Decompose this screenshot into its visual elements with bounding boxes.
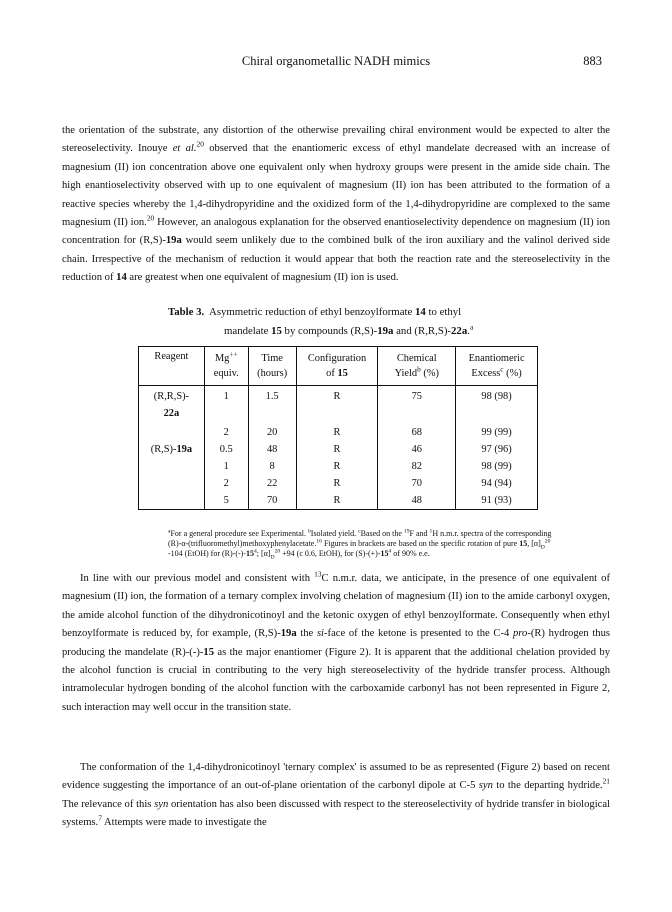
col-header-configuration: Configuration of 15 [296,347,378,386]
table-header-row [139,347,538,386]
table-row [139,458,538,475]
table-row [139,441,538,458]
config-cell: R [296,475,378,492]
mg-cell: 5 [204,492,248,510]
config-cell: R [296,441,378,458]
mg-cell: 1 [204,386,248,425]
ee-cell: 97 (96) [456,441,538,458]
running-title: Chiral organometallic NADH mimics [241,54,431,68]
ee-cell: 99 (99) [456,424,538,441]
yield-cell: 70 [378,475,456,492]
reagent-cell [139,492,205,510]
running-header [0,54,672,70]
yield-cell: 48 [378,492,456,510]
paragraph-3: The conformation of the 1,4-dihydronicotinoyl 'ternary complex' is assumed to be as represented (Figure 2) based on recent evidence suggesting the importance of an out-of-plane orientation of the carbonyl dipole at C-5 syn to the departing hydride.$^{21}$ The relevance of this syn orientation has also been discussed with respect to the stereoselectivity of hydride transfer in biological systems.$^7$ Attempts were made to investigate the [62,762,610,829]
ee-cell: 98 (99) [456,458,538,475]
reagent-cell [139,424,205,441]
ee-cell: 94 (94) [456,475,538,492]
yield-cell: 82 [378,458,456,475]
table-row [139,386,538,425]
ee-cell: 98 (98) [456,386,538,425]
table-footnote: $^a$For a general procedure see Experimental. $^b$Isolated yield. $^c$Based on the $^{19}$F and $^1$H n.m.r. spectra of the corresponding (R)-α-(trifluoromethyl)methoxyphenylacetate.$^{16}$ Figures in brackets are based on the specific rotation of pure 15, $[\alpha]_D^{20}$ -104 (EtOH) for $(R)-(-)-15^4$; $[\alpha]_D^{20} +94$ (c 0.6, EtOH), for $(S)-(+)-15^4$ of 90% e.e. [168,528,552,561]
config-cell: R [296,424,378,441]
ee-cell: 91 (93) [456,492,538,510]
col-header-time: Time (hours) [248,347,296,386]
table-row [139,492,538,510]
results-table [138,346,538,510]
paragraph-2: In line with our previous model and consistent with $^{13}$C n.m.r. data, we anticipate, in the presence of one equivalent of magnesium (II) ion, the formation of a ternary complex involving chelation of magnesium (II) ion to the amide carbonyl oxygen, the amide alcohol function of the dihydronicotinoyl and the ketonic oxygen of ethyl benzoylformate. Consequently when ethyl benzoylformate is reduced by, for example, (R,S)-19a the si-face of the ketone is presented to the C-4 pro-(R) hydrogen thus producing the mandelate (R)-(-)-15 as the major enantiomer (Figure 2). It is apparent that the additional chelation provided by the alcohol function is crucial in contributing to the very high stereoselectivity of the hydride transfer process. Although intramolecular hydrogen bonding of the alcohol function with the carboxamide carbonyl has not been represented in Figure 2, such interaction may well occur in the transition state. [62,569,610,713]
time-cell: 48 [248,441,296,458]
page-number: 883 [583,54,602,68]
col-header-ee: Enantiomeric Excess$^c$ (%) [456,347,538,386]
reagent-cell [139,475,205,492]
reagent-cell [139,458,205,475]
reagent-cell: (R,R,S)- 22a [139,386,205,425]
paragraph-1: the orientation of the substrate, any distortion of the otherwise prevailing chiral environment would be expected to alter the stereoselectivity. Inouye et al.$^{20}$ observed that the enantiomeric excess of ethyl mandelate decreased with an increase of magnesium (II) ion concentration above one equivalent only when hydroxy groups were present in the amide side chain. The high enantioselectivity observed with up to one equivalent of magnesium (II) ion has been attributed to the formation of a reactive species whereby the 1,4-dihydropyridine and the oxidized form of the 1,4-dihydropyridine are complexed to the same magnesium (II) ion.$^{20}$ However, an analogous explanation for the observed enantioselectivity dependence on magnesium (II) ion concentration for (R,S)-19a would seem unlikely due to the combined bulk of the iron auxiliary and the valinol derived side chain. Irrespective of the mechanism of reduction it would appear that both the reaction rate and the stereoselectivity in the reduction of 14 are greatest when one equivalent of magnesium (II) ion is used. [62,125,610,284]
mg-cell: 0.5 [204,441,248,458]
time-cell: 70 [248,492,296,510]
mg-cell: 1 [204,458,248,475]
table-row [139,424,538,441]
time-cell: 1.5 [248,386,296,425]
time-cell: 22 [248,475,296,492]
yield-cell: 46 [378,441,456,458]
col-header-yield: Chemical Yield$^b$ (%) [378,347,456,386]
reagent-cell: (R,S)-19a [139,441,205,458]
config-cell: R [296,458,378,475]
col-header-reagent: Reagent [139,347,205,386]
time-cell: 20 [248,424,296,441]
mg-cell: 2 [204,475,248,492]
yield-cell: 75 [378,386,456,425]
config-cell: R [296,386,378,425]
config-cell: R [296,492,378,510]
table-caption: Table 3. Asymmetric reduction of ethyl benzoylformate 14 to ethyl mandelate 15 by compounds (R,S)-19a and (R,R,S)-22a.$^a$ [168,306,474,337]
time-cell: 8 [248,458,296,475]
col-header-mg: Mg++ equiv. [204,347,248,386]
table-row [139,475,538,492]
mg-cell: 2 [204,424,248,441]
yield-cell: 68 [378,424,456,441]
